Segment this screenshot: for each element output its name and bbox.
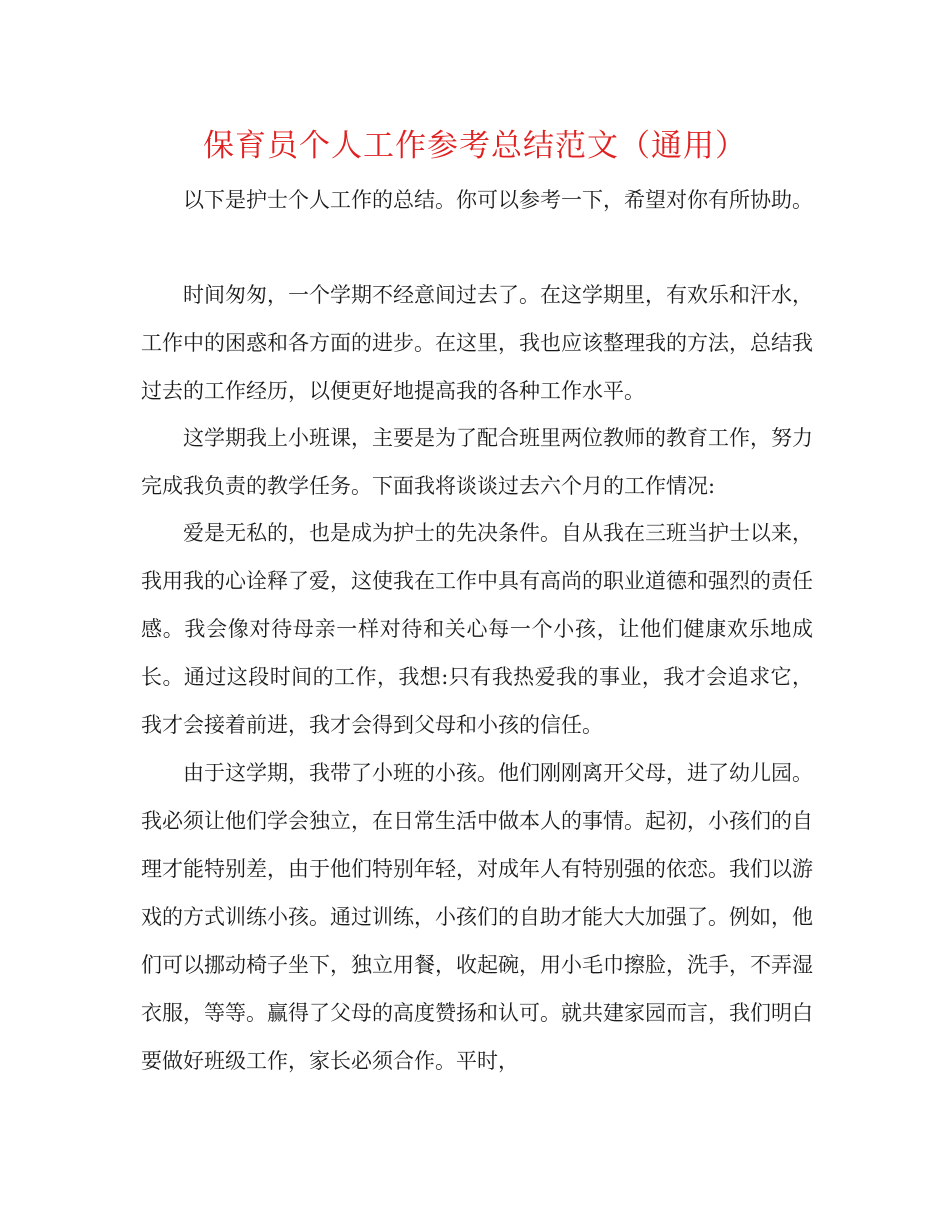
paragraph-text: 以下是护士个人工作的总结。你可以参考一下，希望对你有所协助。 bbox=[183, 188, 813, 212]
paragraph-intro bbox=[141, 176, 813, 224]
paragraph-love bbox=[141, 509, 813, 749]
document-title: 保育员个人工作参考总结范文（通用） bbox=[203, 128, 747, 164]
paragraph-text: 由于这学期，我带了小班的小孩。他们刚刚离开父母，进了幼儿园。我必须让他们学会独立，在日常生活中做本人的事情。起初，小孩们的自理才能特别差，由于他们特别年轻，对成年人有特别强的依恋。我们以游戏的方式训练小孩。通过训练，小孩们的自助才能大大加强了。例如，他们可以挪动椅子坐下，独立用餐，收起碗，用小毛巾擦脸，洗手，不弄湿衣服，等等。赢得了父母的高度赞扬和认可。就共建家园而言，我们明白要做好班级工作，家长必须合作。平时， bbox=[141, 761, 813, 1073]
paragraph-text: 时间匆匆，一个学期不经意间过去了。在这学期里，有欢乐和汗水，工作中的困惑和各方面的进步。在这里，我也应该整理我的方法，总结我过去的工作经历，以便更好地提高我的各种工作水平。 bbox=[141, 283, 813, 403]
paragraph-text: 爱是无私的，也是成为护士的先决条件。自从我在三班当护士以来，我用我的心诠释了爱，这使我在工作中具有高尚的职业道德和强烈的责任感。我会像对待母亲一样对待和关心每一个小孩，让他们健康欢乐地成长。通过这段时间的工作，我想:只有我热爱我的事业，我才会追求它，我才会接着前进，我才会得到父母和小孩的信任。 bbox=[141, 521, 813, 737]
paragraph-time bbox=[141, 271, 813, 415]
paragraph-semester bbox=[141, 414, 813, 510]
paragraph-children bbox=[141, 749, 813, 1085]
paragraph-text: 这学期我上小班课，主要是为了配合班里两位教师的教育工作，努力完成我负责的教学任务。下面我将谈谈过去六个月的工作情况: bbox=[141, 426, 813, 498]
